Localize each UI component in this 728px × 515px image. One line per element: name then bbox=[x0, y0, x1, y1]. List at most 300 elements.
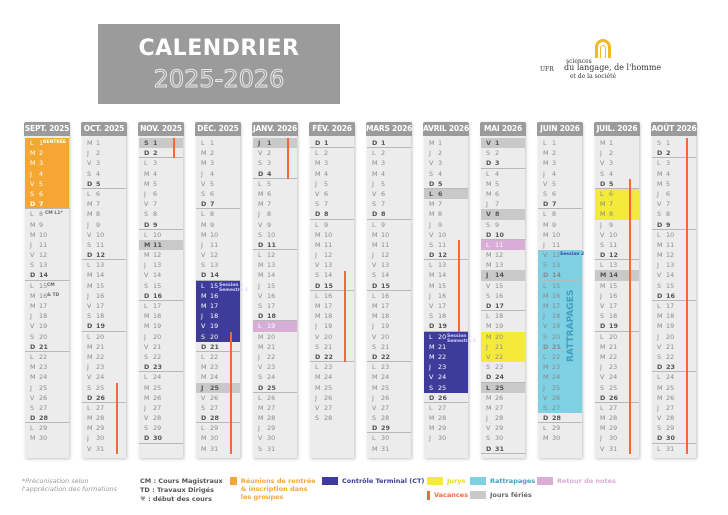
day-row: L 6 bbox=[424, 189, 468, 199]
logo-line2: du langage, de l'homme bbox=[564, 63, 662, 72]
day-row: D 3 bbox=[481, 158, 525, 168]
day-row: S 4 bbox=[600, 169, 614, 178]
day-row: L 22 bbox=[30, 352, 48, 361]
day-row: L 15 bbox=[30, 281, 48, 290]
day-row: M 29 bbox=[87, 424, 105, 433]
day-row: M 20 bbox=[481, 332, 525, 342]
day-row: D 7 bbox=[25, 199, 69, 209]
day-row: M 27 bbox=[258, 403, 276, 412]
day-row: M 26 bbox=[144, 393, 162, 402]
month-header: JUIN 2026 bbox=[537, 122, 583, 136]
day-row: S 1 bbox=[139, 138, 183, 148]
day-row: M 21 bbox=[87, 342, 105, 351]
day-row: L 13 bbox=[429, 261, 447, 270]
day-row: M 29 bbox=[429, 424, 447, 433]
day-row: V 8 bbox=[481, 209, 525, 219]
day-row: M 26 bbox=[657, 393, 675, 402]
day-row: M 3 bbox=[372, 159, 386, 168]
day-row: D 16 bbox=[139, 291, 183, 301]
month-column bbox=[82, 122, 126, 458]
day-row: S 9 bbox=[486, 220, 500, 229]
legend-cm: CM : Cours Magistraux bbox=[140, 477, 223, 485]
day-row: D 1 bbox=[367, 138, 411, 148]
day-row: L 11 bbox=[481, 240, 525, 250]
day-row: M 26 bbox=[486, 393, 504, 402]
day-row: M 28 bbox=[87, 414, 105, 423]
day-row: V 5 bbox=[201, 179, 215, 188]
day-row: J 9 bbox=[600, 220, 614, 229]
day-row: S 20 bbox=[196, 332, 240, 342]
day-row: D 15 bbox=[367, 281, 411, 291]
day-row: M 21 bbox=[600, 342, 618, 351]
yellow-swatch bbox=[427, 477, 443, 485]
day-row: M 31 bbox=[372, 444, 390, 453]
legend-jurys: Jurys bbox=[427, 477, 465, 485]
day-row: L 16 bbox=[372, 291, 390, 300]
day-row: M 14 bbox=[258, 271, 276, 280]
day-row: L 20 bbox=[600, 332, 618, 341]
day-row: S 8 bbox=[144, 210, 158, 219]
legend-debut: ♥ : début des cours bbox=[140, 495, 212, 503]
day-row: D 5 bbox=[595, 179, 639, 189]
day-row: L 24 bbox=[144, 373, 162, 382]
day-row: M 25 bbox=[144, 383, 162, 392]
day-row: J 25 bbox=[30, 383, 48, 392]
day-row: V 27 bbox=[315, 403, 333, 412]
day-row: D 26 bbox=[82, 393, 126, 403]
day-row: M 9 bbox=[543, 220, 557, 229]
day-row: V 19 bbox=[30, 322, 48, 331]
legend-ct: Contrôle Terminal (CT) bbox=[322, 477, 424, 485]
day-row: D 10 bbox=[481, 230, 525, 240]
logo-ufr: UFR bbox=[540, 66, 554, 73]
day-note: Session 2 bbox=[560, 252, 585, 258]
day-row: M 3 bbox=[315, 159, 329, 168]
day-row: J 4 bbox=[201, 169, 215, 178]
day-row: M 16 bbox=[30, 291, 48, 300]
day-row: D 17 bbox=[481, 301, 525, 311]
day-row: M 7 bbox=[258, 200, 272, 209]
day-row: J 28 bbox=[486, 414, 504, 423]
day-row: V 10 bbox=[429, 230, 447, 239]
day-row: M 28 bbox=[600, 414, 618, 423]
blue-swatch bbox=[322, 477, 338, 485]
day-row: J 6 bbox=[657, 189, 671, 198]
day-row: J 11 bbox=[201, 240, 219, 249]
day-row: D 15 bbox=[310, 281, 354, 291]
day-row: M 2 bbox=[543, 149, 557, 158]
day-row: L 27 bbox=[600, 403, 618, 412]
day-row: D 2 bbox=[139, 148, 183, 158]
day-row: D 14 bbox=[538, 270, 582, 280]
day-row: J 23 bbox=[87, 363, 105, 372]
day-row: S 13 bbox=[538, 260, 582, 270]
day-row: S 29 bbox=[657, 424, 675, 433]
day-row: D 21 bbox=[196, 342, 240, 352]
day-row: D 12 bbox=[82, 250, 126, 260]
day-row: S 14 bbox=[372, 271, 390, 280]
month-column bbox=[367, 122, 411, 458]
day-row: L 24 bbox=[657, 373, 675, 382]
day-row: S 28 bbox=[315, 414, 333, 423]
day-row: L 1 bbox=[25, 138, 69, 148]
day-row: D 16 bbox=[652, 291, 696, 301]
legend-feries: Jours fériés bbox=[470, 491, 532, 499]
day-row: S 10 bbox=[258, 230, 276, 239]
day-row: J 1 bbox=[253, 138, 297, 148]
legend bbox=[22, 477, 722, 515]
day-row: J 2 bbox=[600, 149, 614, 158]
day-row: D 1 bbox=[310, 138, 354, 148]
day-row: J 23 bbox=[600, 363, 618, 372]
day-row: L 16 bbox=[315, 291, 333, 300]
day-row: M 16 bbox=[196, 291, 240, 301]
day-row: L 27 bbox=[429, 403, 447, 412]
day-row: M 24 bbox=[372, 373, 390, 382]
day-row: D 28 bbox=[25, 413, 69, 423]
day-row: M 3 bbox=[201, 159, 215, 168]
day-row: S 27 bbox=[538, 403, 582, 413]
day-row: M 9 bbox=[201, 220, 215, 229]
day-row: S 18 bbox=[600, 312, 618, 321]
month-column bbox=[310, 122, 354, 458]
day-row: L 18 bbox=[486, 312, 504, 321]
day-row: L 2 bbox=[372, 149, 386, 158]
day-row: L 27 bbox=[87, 403, 105, 412]
day-row: S 30 bbox=[486, 434, 504, 443]
day-row: M 17 bbox=[372, 302, 390, 310]
day-row: M 30 bbox=[201, 434, 219, 443]
day-row: M 18 bbox=[657, 312, 675, 321]
day-row: S 28 bbox=[372, 414, 390, 423]
day-row: M 3 bbox=[25, 158, 69, 168]
day-row: M 25 bbox=[657, 383, 675, 392]
day-row: D 4 bbox=[253, 169, 297, 179]
day-row: M 10 bbox=[315, 230, 333, 239]
day-row: M 11 bbox=[139, 240, 183, 250]
day-row: M 4 bbox=[144, 169, 158, 178]
day-row: J 16 bbox=[600, 291, 618, 300]
day-row: D 30 bbox=[652, 433, 696, 443]
day-row: S 18 bbox=[87, 312, 105, 321]
day-row: L 3 bbox=[144, 159, 158, 168]
day-row: L 10 bbox=[657, 230, 675, 239]
cyan-swatch bbox=[470, 477, 486, 485]
day-row: M 28 bbox=[429, 414, 447, 423]
day-row: D 23 bbox=[139, 362, 183, 372]
day-row: L 19 bbox=[253, 321, 297, 331]
month-column bbox=[139, 122, 183, 458]
day-row: S 11 bbox=[600, 240, 618, 249]
day-row: M 10 bbox=[543, 230, 561, 239]
day-row: L 2 bbox=[315, 149, 329, 158]
day-row: S 7 bbox=[315, 200, 329, 209]
day-row: S 25 bbox=[424, 383, 468, 393]
legend-retour: Retour de notes bbox=[537, 477, 616, 485]
day-row: J 18 bbox=[30, 312, 48, 321]
vacances-bar bbox=[344, 271, 346, 363]
day-row: M 5 bbox=[486, 179, 500, 188]
day-row: S 20 bbox=[30, 332, 48, 341]
day-row: M 29 bbox=[600, 424, 618, 433]
day-row: V 21 bbox=[657, 342, 675, 351]
day-row: J 9 bbox=[429, 220, 443, 229]
month-header: JUIL. 2026 bbox=[594, 122, 640, 136]
day-row: J 22 bbox=[258, 352, 276, 361]
day-row: S 27 bbox=[201, 403, 219, 412]
day-note: Session 1 bbox=[447, 333, 472, 339]
day-row: J 18 bbox=[196, 311, 240, 321]
day-row: L 17 bbox=[144, 302, 162, 310]
day-row: M 14 bbox=[429, 271, 447, 280]
day-row: L 5 bbox=[258, 179, 272, 188]
day-row: M 11 bbox=[657, 240, 675, 249]
month-column bbox=[481, 122, 525, 458]
day-row: M 1 bbox=[87, 139, 101, 147]
day-row: D 22 bbox=[310, 352, 354, 362]
day-row: J 4 bbox=[25, 169, 69, 179]
vacances-bar bbox=[173, 138, 175, 158]
day-row: L 13 bbox=[600, 261, 618, 270]
day-row: V 16 bbox=[258, 291, 276, 300]
day-row: J 27 bbox=[657, 403, 675, 412]
day-row: V 24 bbox=[600, 373, 618, 382]
day-row: J 2 bbox=[87, 149, 101, 158]
day-row: S 13 bbox=[30, 261, 48, 270]
day-row: M 4 bbox=[372, 169, 386, 178]
vacances-bar bbox=[116, 383, 118, 454]
day-row: D 8 bbox=[367, 209, 411, 219]
day-row: S 4 bbox=[429, 169, 443, 178]
day-row: J 5 bbox=[372, 179, 386, 188]
day-row: V 26 bbox=[201, 393, 219, 402]
vacances-bar bbox=[230, 332, 232, 454]
day-row: M 24 bbox=[315, 373, 333, 382]
day-row: S 11 bbox=[429, 240, 447, 249]
day-row: V 12 bbox=[201, 251, 219, 260]
pink-swatch bbox=[537, 477, 553, 485]
day-row: J 26 bbox=[372, 393, 390, 402]
day-row: M 8 bbox=[87, 210, 101, 219]
day-row: L 9 bbox=[315, 220, 329, 229]
legend-reunions: Réunions de rentrée & inscription dans les groupes bbox=[230, 477, 320, 501]
day-row: J 11 bbox=[543, 240, 561, 249]
day-row: V 13 bbox=[315, 261, 333, 270]
day-row: D 28 bbox=[538, 413, 582, 423]
day-row: L 26 bbox=[258, 393, 276, 402]
day-row: D 26 bbox=[595, 393, 639, 403]
day-row: J 5 bbox=[315, 179, 329, 188]
day-row: V 26 bbox=[538, 393, 582, 403]
day-row: M 4 bbox=[315, 169, 329, 178]
day-row: S 22 bbox=[144, 352, 162, 361]
day-row: M 14 bbox=[595, 270, 639, 280]
day-row: M 30 bbox=[543, 434, 561, 443]
day-row: J 20 bbox=[144, 332, 162, 341]
day-row: S 17 bbox=[258, 302, 276, 310]
day-row: M 7 bbox=[87, 200, 101, 209]
rattrapages-label: RATTRAPAGES bbox=[566, 290, 576, 363]
day-row: D 12 bbox=[424, 250, 468, 260]
legend-td: TD : Travaux Dirigés bbox=[140, 486, 214, 494]
day-row: D 29 bbox=[367, 423, 411, 433]
day-row: V 28 bbox=[144, 414, 162, 423]
day-row: L 29 bbox=[543, 424, 561, 433]
day-row: V 24 bbox=[87, 373, 105, 382]
day-row: D 24 bbox=[481, 372, 525, 382]
day-row: J 23 bbox=[424, 362, 468, 372]
day-row: M 18 bbox=[144, 312, 162, 321]
vacances-bar bbox=[287, 138, 289, 179]
day-row: J 8 bbox=[258, 210, 272, 219]
day-row: J 21 bbox=[481, 342, 525, 352]
day-row: D 30 bbox=[139, 433, 183, 443]
day-note: Semestre 1 bbox=[219, 287, 248, 293]
day-note: CM L1* bbox=[45, 211, 63, 217]
day-row: V 13 bbox=[372, 261, 390, 270]
day-row: M 13 bbox=[258, 261, 276, 270]
day-row: M 17 bbox=[30, 302, 48, 310]
day-row: M 18 bbox=[372, 312, 390, 321]
day-row: L 20 bbox=[424, 332, 468, 342]
day-row: M 15 bbox=[87, 281, 105, 290]
day-row: M 2 bbox=[201, 149, 215, 158]
day-row: M 9 bbox=[30, 220, 44, 229]
day-row: V 20 bbox=[315, 332, 333, 341]
day-row: L 23 bbox=[315, 363, 333, 372]
day-row: D 7 bbox=[538, 199, 582, 209]
day-row: V 17 bbox=[429, 302, 447, 310]
day-row: D 2 bbox=[652, 148, 696, 158]
day-row: M 10 bbox=[372, 230, 390, 239]
day-row: M 21 bbox=[424, 342, 468, 352]
day-row: V 23 bbox=[258, 363, 276, 372]
day-row: M 6 bbox=[258, 189, 272, 198]
day-note: RENTRÉE bbox=[43, 140, 66, 145]
orange-bar-swatch bbox=[427, 491, 430, 500]
day-row: J 26 bbox=[315, 393, 333, 402]
month-column bbox=[595, 122, 639, 458]
day-row: S 13 bbox=[201, 261, 219, 270]
day-row: M 30 bbox=[30, 434, 48, 443]
day-note: Session 1 bbox=[219, 282, 244, 288]
day-row: J 14 bbox=[481, 270, 525, 280]
day-row: S 18 bbox=[429, 312, 447, 321]
day-row: L 23 bbox=[372, 363, 390, 372]
day-row: M 22 bbox=[600, 352, 618, 361]
legend-vacances: Vacances bbox=[427, 491, 468, 500]
day-row: S 1 bbox=[657, 139, 671, 147]
day-row: D 5 bbox=[424, 179, 468, 189]
day-row: V 20 bbox=[372, 332, 390, 341]
day-row: M 24 bbox=[30, 373, 48, 382]
day-row: M 17 bbox=[538, 301, 582, 311]
day-row: M 23 bbox=[538, 362, 582, 372]
orange-swatch bbox=[230, 477, 237, 485]
day-row: S 23 bbox=[486, 363, 504, 372]
day-row: J 20 bbox=[657, 332, 675, 341]
day-row: S 15 bbox=[657, 281, 675, 290]
day-row: L 8 bbox=[30, 210, 44, 219]
day-row: L 31 bbox=[657, 444, 675, 453]
day-row: S 14 bbox=[315, 271, 333, 280]
month-header: OCT. 2025 bbox=[81, 122, 127, 136]
day-row: D 18 bbox=[253, 311, 297, 321]
day-row: M 1 bbox=[600, 139, 614, 147]
day-row: L 15 bbox=[538, 281, 582, 291]
day-row: L 9 bbox=[372, 220, 386, 229]
legend-footnote: *Préconisation selon l'appréciation des formations bbox=[22, 477, 118, 493]
month-header: SEPT. 2025 bbox=[24, 122, 70, 136]
day-row: D 19 bbox=[424, 321, 468, 331]
day-row: M 17 bbox=[315, 302, 333, 310]
day-row: D 9 bbox=[139, 220, 183, 230]
day-row: M 23 bbox=[30, 363, 48, 372]
month-header: AOÛT 2026 bbox=[651, 122, 697, 136]
month-column bbox=[25, 122, 69, 458]
day-row: J 7 bbox=[486, 200, 500, 209]
day-row: M 10 bbox=[201, 230, 219, 239]
day-row: J 2 bbox=[429, 149, 443, 158]
day-row: V 7 bbox=[657, 200, 671, 209]
day-row: D 19 bbox=[82, 321, 126, 331]
day-row: S 21 bbox=[372, 342, 390, 351]
day-row: M 27 bbox=[486, 403, 504, 412]
day-row: V 28 bbox=[657, 414, 675, 423]
day-row: D 21 bbox=[538, 342, 582, 352]
day-row: J 16 bbox=[87, 291, 105, 300]
day-row: S 15 bbox=[144, 281, 162, 290]
logo-line1: sciences bbox=[566, 58, 592, 65]
day-row: D 26 bbox=[424, 393, 468, 403]
day-row: S 25 bbox=[600, 383, 618, 392]
month-column bbox=[424, 122, 468, 458]
month-column bbox=[253, 122, 297, 458]
day-row: S 2 bbox=[486, 149, 500, 158]
day-row: D 5 bbox=[82, 179, 126, 189]
day-row: S 25 bbox=[87, 383, 105, 392]
day-row: S 22 bbox=[657, 352, 675, 361]
day-row: J 19 bbox=[372, 322, 390, 331]
day-row: J 12 bbox=[315, 251, 333, 260]
day-row: M 8 bbox=[429, 210, 443, 219]
day-row: M 28 bbox=[258, 414, 276, 423]
day-row: M 4 bbox=[657, 169, 671, 178]
day-row: L 6 bbox=[87, 189, 101, 198]
day-row: L 10 bbox=[144, 230, 162, 239]
day-row: M 11 bbox=[372, 240, 390, 249]
logo-line3: et de la société bbox=[570, 73, 617, 80]
day-row: V 17 bbox=[600, 302, 618, 310]
day-note: Semestre 2 bbox=[447, 338, 476, 344]
day-row: M 10 bbox=[30, 230, 48, 239]
day-row: M 12 bbox=[657, 251, 675, 260]
day-row: M 24 bbox=[538, 372, 582, 382]
vacances-bar bbox=[686, 138, 688, 454]
day-row: M 21 bbox=[258, 342, 276, 351]
legend-abbrev bbox=[140, 477, 223, 503]
day-row: V 14 bbox=[657, 271, 675, 280]
day-row: S 20 bbox=[538, 332, 582, 342]
day-row: V 19 bbox=[196, 321, 240, 331]
day-row: M 19 bbox=[486, 322, 504, 331]
day-row: D 21 bbox=[25, 342, 69, 352]
day-row: M 17 bbox=[196, 301, 240, 311]
day-row: V 22 bbox=[481, 352, 525, 362]
day-row: V 19 bbox=[538, 321, 582, 331]
month-header: FÉV. 2026 bbox=[309, 122, 355, 136]
day-row: D 22 bbox=[367, 352, 411, 362]
